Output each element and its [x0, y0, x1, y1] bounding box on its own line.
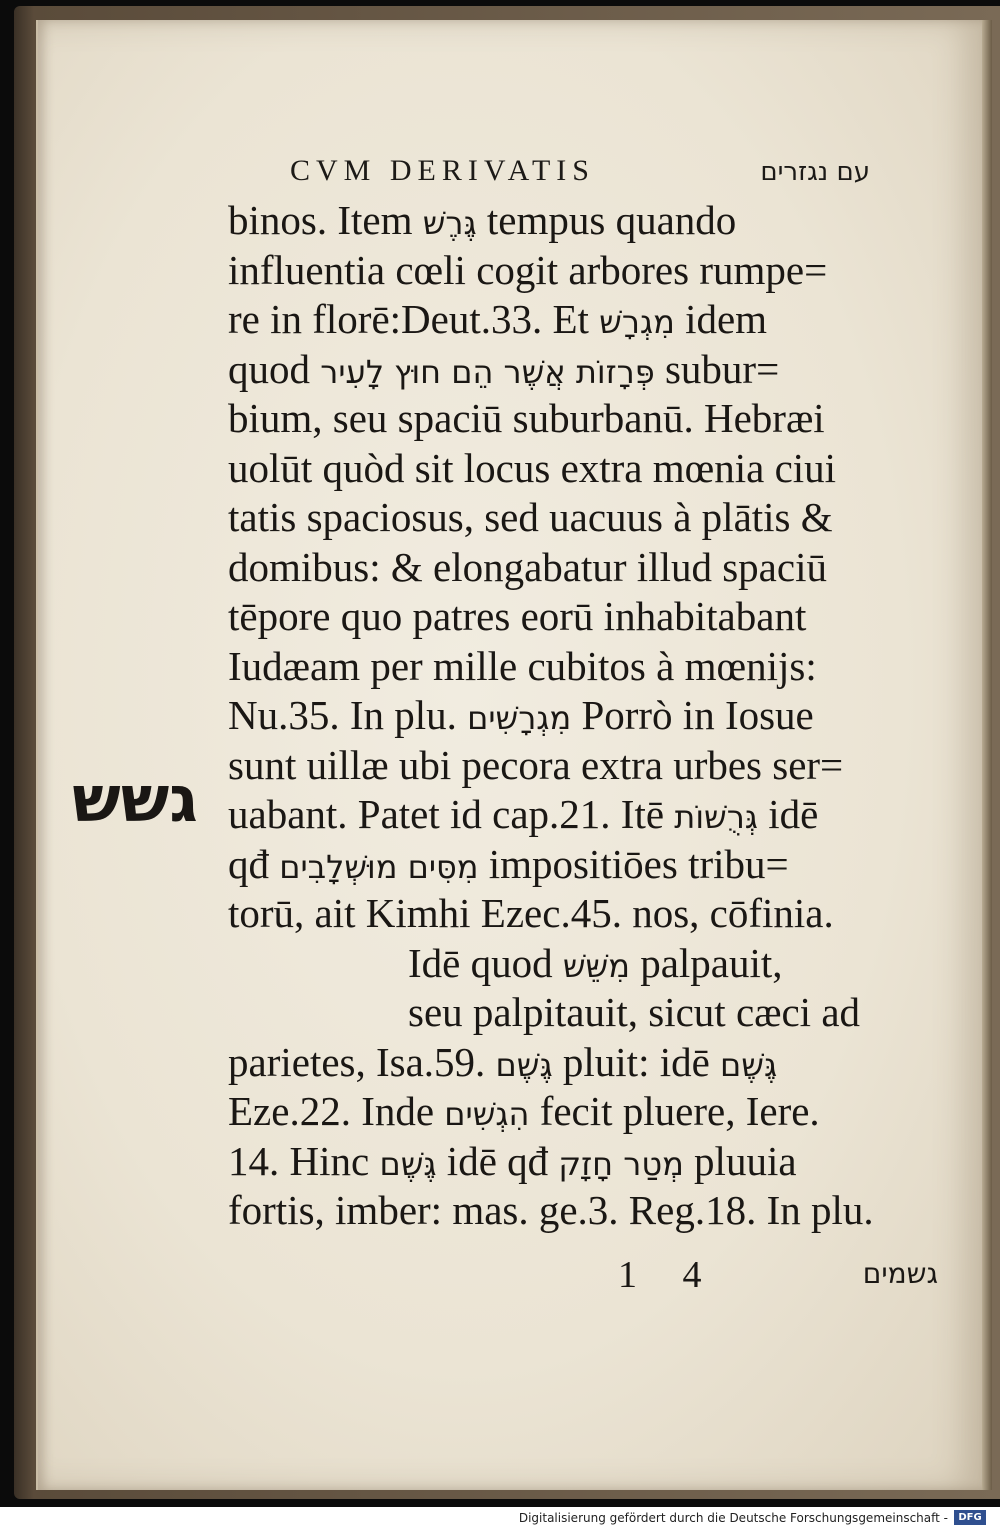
text-line: [228, 295, 918, 345]
hebrew-phrase: מִסִּים מוּשְׁלָבִים: [279, 847, 479, 886]
hebrew-word: מִגְרָשִׁים: [467, 699, 572, 737]
funding-credit: Digitalisierung gefördert durch die Deutsche Forschungsgemeinschaft -: [518, 1511, 948, 1525]
text-line: [228, 1186, 918, 1236]
latin-text: qđ: [228, 840, 280, 887]
text-line: [228, 592, 918, 642]
signature-mark: 1 4: [618, 1254, 720, 1296]
latin-text: binos. Item: [228, 197, 423, 243]
text-line: [228, 1137, 918, 1187]
latin-text: sunt uillæ ubi pecora extra urbes ser=: [228, 741, 844, 788]
dfg-logo-icon: DFG: [954, 1510, 986, 1525]
latin-text: idem: [674, 296, 768, 342]
latin-text: uolūt quòd sit locus extra mœnia ciui: [228, 444, 837, 491]
page-footer: [228, 1253, 938, 1303]
latin-text: Nu.35. In plu.: [228, 692, 468, 738]
latin-text: Eze.22. Inde: [228, 1088, 445, 1134]
latin-text: pluit: idē: [552, 1038, 721, 1085]
text-line: [228, 394, 918, 444]
latin-text: Porrò in Iosue: [571, 692, 814, 738]
latin-text: palpauit,: [629, 939, 783, 986]
latin-text: subur=: [654, 345, 780, 392]
latin-text: re in florē:Deut.33. Et: [228, 296, 600, 342]
text-line: [228, 988, 918, 1038]
hebrew-word: גֶּרֶשׁ: [422, 204, 477, 242]
text-line: [228, 543, 918, 593]
text-line: [228, 939, 918, 989]
hebrew-word: מִשֵּׁשׁ: [562, 946, 630, 985]
hebrew-phrase: פְּרָזוֹת אֲשֶׁר הֵם חוּץ לָעִיר: [320, 352, 655, 391]
latin-text: parietes, Isa.59.: [228, 1038, 496, 1085]
latin-text: domibus: & elongabatur illud spaciū: [228, 543, 827, 590]
text-line: [228, 840, 918, 890]
hebrew-word: גֶּשֶׁם: [720, 1045, 778, 1084]
latin-text: 14. Hinc: [228, 1137, 380, 1184]
text-line: [228, 889, 918, 939]
hebrew-word: גְּרֻשׁוֹת: [674, 798, 758, 836]
text-line: [228, 691, 918, 741]
hebrew-word: גֶּשֶׁם: [379, 1144, 437, 1183]
latin-text: Iudæam per mille cubitos à mœnijs:: [228, 642, 817, 689]
credit-bar: [0, 1507, 1000, 1529]
lemma-headword: גשש: [72, 763, 198, 837]
hebrew-word: הִגְשִׁים: [444, 1095, 530, 1133]
latin-text: pluuia: [683, 1137, 797, 1184]
running-title-latin: CVM DERIVATIS: [290, 154, 595, 187]
text-line: [228, 196, 918, 246]
latin-text: Idē quod: [408, 939, 563, 986]
latin-text: torū, ait Kimhi Ezec.45. nos, cōfinia.: [228, 890, 834, 936]
latin-text: seu palpitauit, sicut cæci ad: [408, 989, 861, 1035]
latin-text: fecit pluere, Iere.: [529, 1088, 820, 1134]
hebrew-word: גֶּשֶׁם: [495, 1045, 553, 1084]
text-line: [228, 642, 918, 692]
hebrew-phrase: מְטַר חָזָק: [558, 1144, 684, 1183]
latin-text: bium, seu spaciū suburbanū. Hebræi: [228, 395, 825, 441]
text-line: [228, 345, 918, 395]
text-line: [228, 246, 918, 296]
latin-text: idē: [757, 791, 819, 837]
text-line: [228, 493, 918, 543]
text-line: [228, 790, 918, 840]
latin-text: uabant. Patet id cap.21. Itē: [228, 791, 675, 837]
hebrew-word: מִגְרָשׁ: [599, 303, 675, 341]
latin-text: fortis, imber: mas. ge.3. Reg.18. In plu.: [228, 1187, 874, 1233]
text-line: [228, 1087, 918, 1137]
page-fore-edge: [982, 20, 992, 1490]
latin-text: impositiōes tribu=: [478, 840, 789, 887]
text-line: [228, 1038, 918, 1088]
latin-text: influentia cœli cogit arbores rumpe=: [228, 246, 828, 293]
running-header: [290, 154, 870, 198]
running-title-hebrew: עם נגזרים: [760, 157, 870, 187]
main-text: [228, 196, 918, 1236]
catchword: גשמים: [862, 1257, 938, 1290]
latin-text: idē qđ: [436, 1137, 559, 1184]
text-line: [228, 444, 918, 494]
latin-text: tēpore quo patres eorū inhabitabant: [228, 593, 807, 639]
latin-text: quod: [228, 345, 321, 392]
latin-text: tempus quando: [476, 197, 737, 243]
text-line: [228, 741, 918, 791]
latin-text: tatis spaciosus, sed uacuus à plātis &: [228, 494, 833, 540]
